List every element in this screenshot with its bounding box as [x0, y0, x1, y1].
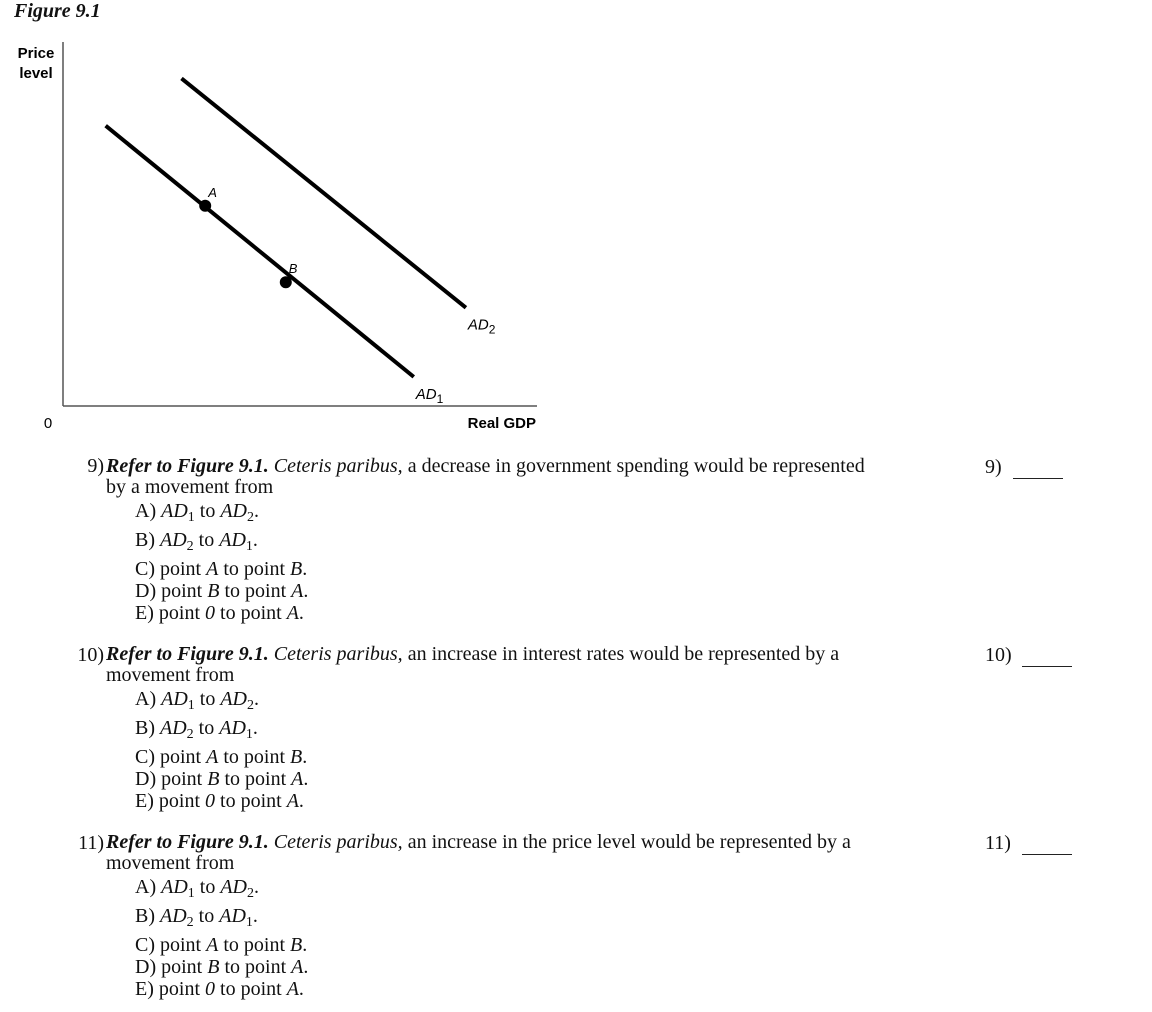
point-a-marker: [199, 200, 211, 212]
answer-10-blank[interactable]: [1022, 666, 1072, 667]
option-d[interactable]: D) point B to point A.: [135, 956, 309, 978]
figure-title: Figure 9.1: [14, 0, 101, 22]
point-b-marker: [280, 276, 292, 288]
option-a[interactable]: A) $AD_1$ to $AD_2$.: [135, 876, 260, 901]
question-10-ref: Refer to Figure 9.1.: [106, 643, 269, 665]
option-c[interactable]: C) point A to point B.: [135, 934, 308, 956]
answer-9-label: 9): [985, 456, 1002, 478]
question-11-rest1: an increase in the price level would be represented by a: [402, 831, 851, 853]
option-d[interactable]: D) point B to point A.: [135, 580, 309, 602]
answer-11-blank[interactable]: [1022, 854, 1072, 855]
option-b[interactable]: B) $AD_2$ to $AD_1$.: [135, 717, 258, 742]
y-axis-label-line1: Price: [17, 45, 55, 62]
question-9-ceteris: Ceteris paribus,: [273, 455, 403, 477]
answer-9-blank[interactable]: [1013, 478, 1063, 479]
option-e[interactable]: E) point 0 to point A.: [135, 978, 304, 1000]
ad2-curve: [182, 78, 466, 307]
point-a-label: A: [208, 184, 217, 200]
question-9-rest1: a decrease in government spending would be represented: [402, 455, 865, 477]
origin-label: 0: [43, 415, 53, 432]
option-b[interactable]: B) $AD_2$ to $AD_1$.: [135, 905, 258, 930]
question-11-ceteris: Ceteris paribus,: [273, 831, 403, 853]
option-e[interactable]: E) point 0 to point A.: [135, 790, 304, 812]
question-9-rest2: by a movement from: [106, 476, 274, 498]
answer-11-label: 11): [985, 832, 1011, 854]
question-11-rest2: movement from: [106, 852, 235, 874]
option-e[interactable]: E) point 0 to point A.: [135, 602, 304, 624]
question-11-options: [135, 876, 308, 1000]
question-10-rest1: an increase in interest rates would be represented by a: [402, 643, 840, 665]
question-10-number: 10): [77, 644, 104, 666]
ad1-curve: [106, 126, 414, 377]
question-9-text: [106, 456, 946, 498]
option-a[interactable]: A) $AD_1$ to $AD_2$.: [135, 688, 260, 713]
y-axis-label-line2: level: [19, 65, 53, 82]
chart-series: [106, 78, 496, 405]
question-10-rest2: movement from: [106, 664, 235, 686]
question-11-number: 11): [78, 832, 104, 854]
question-10-text: [106, 644, 946, 686]
ad2-label: $AD_2$: [467, 316, 496, 337]
ad1-label: $AD_1$: [415, 385, 444, 406]
option-d[interactable]: D) point B to point A.: [135, 768, 309, 790]
chart-axes: [63, 42, 537, 406]
option-a[interactable]: A) $AD_1$ to $AD_2$.: [135, 500, 260, 525]
x-axis-label: Real GDP: [467, 415, 536, 432]
option-c[interactable]: C) point A to point B.: [135, 746, 308, 768]
answer-10-label: 10): [985, 644, 1012, 666]
option-b[interactable]: B) $AD_2$ to $AD_1$.: [135, 529, 258, 554]
question-9-options: [135, 500, 308, 624]
ad-chart: [0, 0, 560, 440]
question-9-ref: Refer to Figure 9.1.: [106, 455, 269, 477]
question-10-options: [135, 688, 308, 812]
question-11-text: [106, 832, 946, 874]
question-9-number: 9): [87, 455, 104, 477]
question-10-ceteris: Ceteris paribus,: [273, 643, 403, 665]
question-11-ref: Refer to Figure 9.1.: [106, 831, 269, 853]
option-c[interactable]: C) point A to point B.: [135, 558, 308, 580]
point-b-label: B: [288, 261, 298, 277]
